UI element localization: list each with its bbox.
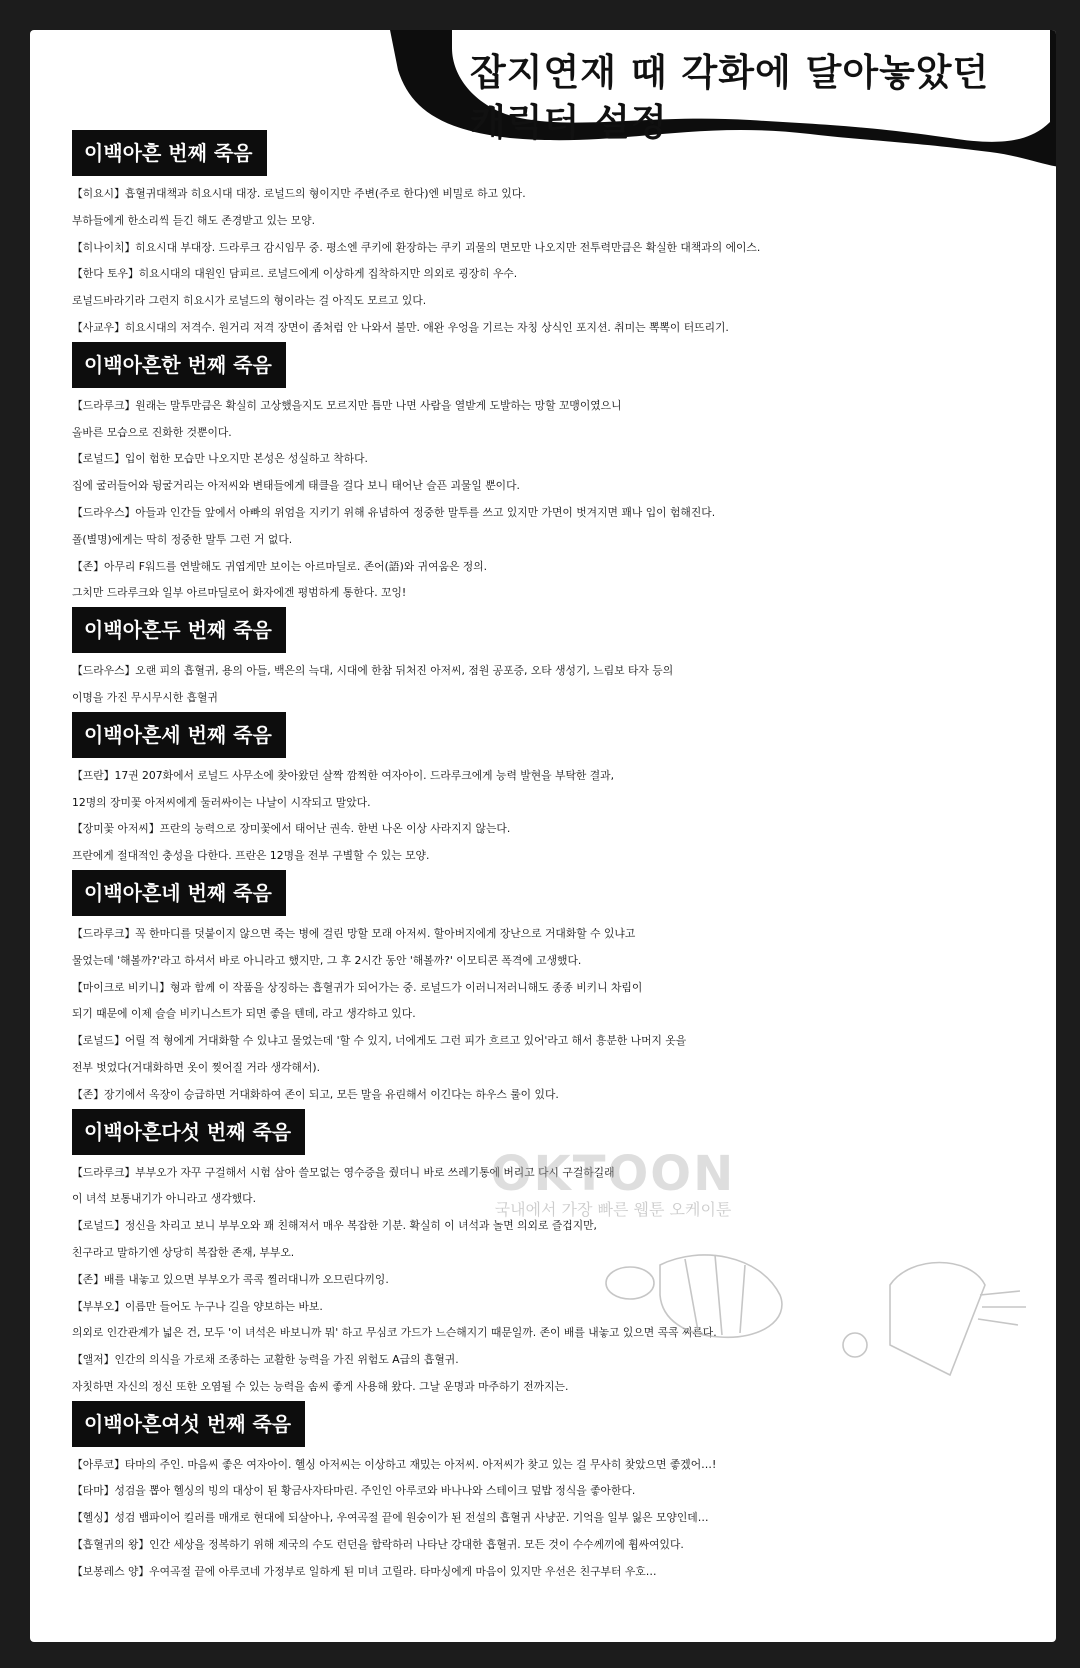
section-line: 【흡혈귀의 왕】인간 세상을 정복하기 위해 제국의 수도 런던을 함락하러 나타난 강대한 흡혈귀. 모든 것이 수수께끼에 휩싸여있다.	[72, 1538, 684, 1552]
section-line: 【드라우스】오랜 피의 흡혈귀, 용의 아들, 백은의 늑대, 시대에 한참 뒤처진 아저씨, 점원 공포증, 오타 생성기, 느림보 타자 등의	[72, 664, 674, 678]
section-line: 로널드바라기라 그런지 히요시가 로널드의 형이라는 걸 아직도 모르고 있다.	[72, 294, 427, 308]
section-heading: 이백아흔한 번째 죽음	[72, 342, 286, 388]
section-291	[72, 342, 1056, 607]
section-line: 【보봉레스 양】우여곡절 끝에 아루코네 가정부로 일하게 된 미녀 고릴라. 타마싱에게 마음이 있지만 우선은 친구부터 우호…	[72, 1564, 657, 1578]
section-line: 이 녀석 보통내기가 아니라고 생각했다.	[72, 1192, 257, 1206]
title-line-2: 캐릭터 설정	[470, 101, 668, 144]
section-line: 【히요시】흡혈귀대책과 히요시대 대장. 로널드의 형이지만 주변(주로 한다)엔 비밀로 하고 있다.	[72, 187, 526, 200]
section-line: 폴(별명)에게는 딱히 정중한 말투 그런 거 없다.	[72, 532, 293, 546]
section-294	[72, 870, 1056, 1109]
section-heading: 이백아흔네 번째 죽음	[72, 870, 286, 916]
section-line: 되기 때문에 이제 슬슬 비키니스트가 되면 좋을 텐데, 라고 생각하고 있다.	[72, 1007, 416, 1021]
title-line-1: 잡지연재 때 각화에 달아놓았던	[470, 51, 990, 94]
section-line: 【부부오】이름만 들어도 누구나 길을 양보하는 바보.	[72, 1299, 323, 1313]
page	[30, 30, 1056, 1642]
section-line: 【헬싱】성검 뱀파이어 킬러를 매개로 현대에 되살아나, 우여곡절 끝에 원숭이가 된 전설의 흡혈귀 사냥꾼. 기억을 일부 잃은 모양인데…	[72, 1511, 709, 1525]
section-line: 【히나이치】히요시대 부대장. 드라루크 감시임무 중. 평소엔 쿠키에 환장하는 쿠키 괴물의 면모만 나오지만 전투력만큼은 확실한 대책과의 에이스.	[72, 240, 761, 254]
section-line: 【로널드】입이 험한 모습만 나오지만 본성은 성실하고 착하다.	[72, 452, 368, 466]
section-293	[72, 712, 1056, 870]
section-line: 친구라고 말하기엔 상당히 복잡한 존재, 부부오.	[72, 1245, 295, 1259]
section-line: 【존】장기에서 옥장이 승급하면 거대화하여 존이 되고, 모든 말을 유린해서 이긴다는 하우스 룰이 있다.	[72, 1087, 559, 1101]
section-line: 【아루코】타마의 주인. 마음씨 좋은 여자아이. 헬싱 아저씨는 이상하고 재밌는 아저씨. 아저씨가 찾고 있는 걸 무사히 찾았으면 좋겠어…!	[72, 1457, 717, 1471]
section-line: 이명을 가진 무시무시한 흡혈귀	[72, 690, 218, 704]
section-line: 집에 굴러들어와 뒹굴거리는 아저씨와 변태들에게 태클을 걸다 보니 태어난 슬픈 괴물일 뿐이다.	[72, 479, 520, 493]
section-line: 프란에게 절대적인 충성을 다한다. 프란은 12명을 전부 구별할 수 있는 모양.	[72, 849, 430, 863]
section-line: 의외로 인간관계가 넓은 건, 모두 '이 녀석은 바보니까 뭐' 하고 무심코 가드가 느슨해지기 때문일까. 존이 배를 내놓고 있으면 콕콕 찌른다.	[72, 1326, 717, 1340]
section-heading: 이백아흔다섯 번째 죽음	[72, 1109, 305, 1155]
section-line: 올바른 모습으로 진화한 것뿐이다.	[72, 425, 232, 439]
section-line: 【앨저】인간의 의식을 가로채 조종하는 교활한 능력을 가진 위험도 A급의 흡혈귀.	[72, 1353, 459, 1367]
section-296	[72, 1401, 1056, 1586]
section-line: 자칫하면 자신의 정신 또한 오염될 수 있는 능력을 솜씨 좋게 사용해 왔다. 그날 운명과 마주하기 전까지는.	[72, 1379, 569, 1393]
section-line: 【마이크로 비키니】형과 함께 이 작품을 상징하는 흡혈귀가 되어가는 중. 로널드가 이러니저러니해도 종종 비키니 차림이	[72, 980, 643, 994]
section-line: 물었는데 '해볼까?'라고 하셔서 바로 아니라고 했지만, 그 후 2시간 동안 '해볼까?' 이모티콘 폭격에 고생했다.	[72, 953, 582, 967]
section-line: 【드라루크】꼭 한마디를 덧붙이지 않으면 죽는 병에 걸린 망할 모래 아저씨. 할아버지에게 장난으로 거대화할 수 있냐고	[72, 926, 636, 940]
section-line: 【장미꽃 아저씨】프란의 능력으로 장미꽃에서 태어난 권속. 한번 나온 이상 사라지지 않는다.	[72, 822, 511, 836]
section-line: 【사교우】히요시대의 저격수. 원거리 저격 장면이 좀처럼 안 나와서 불만. 애완 우엉을 기르는 자칭 상식인 포지션. 취미는 뽁뽁이 터뜨리기.	[72, 320, 729, 334]
section-line: 【드라루크】원래는 말투만큼은 확실히 고상했을지도 모르지만 틈만 나면 사람을 열받게 도발하는 망할 꼬맹이였으니	[72, 398, 622, 412]
armadillo-doodle-icon	[590, 1225, 1030, 1385]
section-line: 부하들에게 한소리씩 듣긴 해도 존경받고 있는 모양.	[72, 213, 316, 227]
watermark-brand: OKTOON	[490, 1146, 736, 1202]
section-heading: 이백아흔 번째 죽음	[72, 130, 267, 176]
section-line: 【드라우스】아들과 인간들 앞에서 아빠의 위엄을 지키기 위해 유념하여 정중한 말투를 쓰고 있지만 가면이 벗겨지면 꽤나 입이 험해진다.	[72, 505, 716, 519]
section-line: 【존】배를 내놓고 있으면 부부오가 콕콕 찔러대니까 오므린다끼잉.	[72, 1272, 389, 1286]
section-line: 【존】아무리 F워드를 연발해도 귀엽게만 보이는 아르마딜로. 존어(語)와 귀여움은 정의.	[72, 559, 488, 573]
section-heading: 이백아흔여섯 번째 죽음	[72, 1401, 305, 1447]
watermark-tagline: 국내에서 가장 빠른 웹툰 오케이툰	[494, 1200, 732, 1219]
section-line: 【한다 토우】히요시대의 대원인 담피르. 로널드에게 이상하게 집착하지만 의외로 굉장히 우수.	[72, 267, 518, 281]
section-heading: 이백아흔세 번째 죽음	[72, 712, 286, 758]
section-line: 그치만 드라루크와 일부 아르마딜로어 화자에겐 평범하게 통한다. 꼬잉!	[72, 586, 407, 600]
section-line: 【드라루크】부부오가 자꾸 구걸해서 시험 삼아 쓸모없는 영수증을 줬더니 바로 쓰레기통에 버리고 다시 구걸하길래	[72, 1165, 615, 1179]
section-290	[72, 130, 1056, 342]
section-292	[72, 607, 1056, 712]
section-line: 【프란】17권 207화에서 로널드 사무소에 찾아왔던 살짝 깜찍한 여자아이. 드라루크에게 능력 발현을 부탁한 결과,	[72, 768, 615, 782]
section-line: 전부 벗었다(거대화하면 옷이 찢어질 거라 생각해서).	[72, 1060, 321, 1074]
section-line: 12명의 장미꽃 아저씨에게 둘러싸이는 나날이 시작되고 말았다.	[72, 795, 371, 809]
section-line: 【로널드】정신을 차리고 보니 부부오와 꽤 친해져서 매우 복잡한 기분. 확실히 이 녀석과 놀면 의외로 즐겁지만,	[72, 1219, 597, 1233]
section-line: 【타마】성검을 뽑아 헬싱의 빙의 대상이 된 황금사자타마린. 주인인 아루코와 바나나와 스테이크 덮밥 정식을 좋아한다.	[72, 1484, 636, 1498]
section-line: 【로널드】어릴 적 형에게 거대화할 수 있냐고 물었는데 '할 수 있지, 너에게도 그런 피가 흐르고 있어'라고 해서 흥분한 나머지 옷을	[72, 1034, 687, 1048]
section-heading: 이백아흔두 번째 죽음	[72, 607, 286, 653]
